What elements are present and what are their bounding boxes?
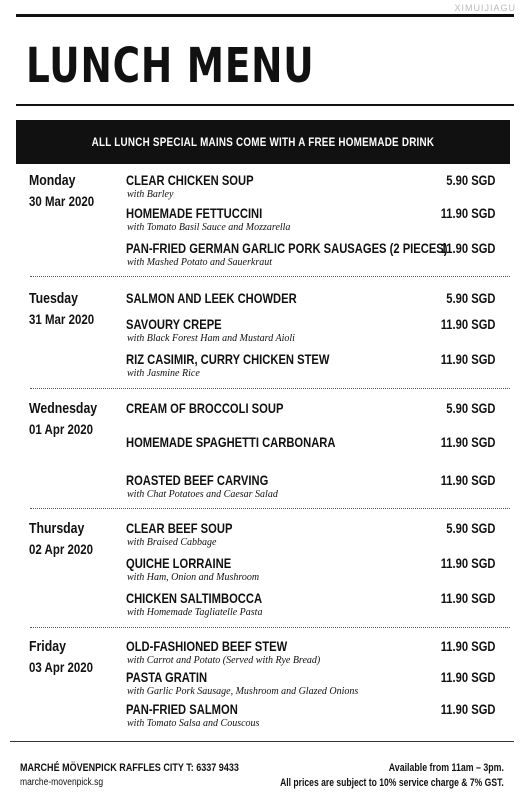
- item-price: 5.90 SGD: [445, 400, 495, 416]
- item-description: with Garlic Pork Sausage, Mushroom and Glazed Onions: [127, 686, 359, 697]
- footer-venue: MARCHÉ MÖVENPICK RAFFLES CITY T: 6337 9433: [20, 762, 239, 774]
- day-separator: [30, 276, 510, 277]
- item-name: CREAM OF BROCCOLI SOUP: [126, 400, 284, 416]
- item-price: 11.90 SGD: [440, 240, 495, 256]
- item-name: PASTA GRATIN: [126, 669, 208, 685]
- item-description: with Homemade Tagliatelle Pasta: [127, 607, 263, 618]
- item-price: 11.90 SGD: [440, 555, 495, 571]
- item-price: 11.90 SGD: [440, 472, 495, 488]
- item-description: with Tomato Basil Sauce and Mozzarella: [127, 222, 291, 233]
- promo-banner: [16, 120, 510, 164]
- item-description: with Black Forest Ham and Mustard Aioli: [127, 333, 295, 344]
- day-date: 01 Apr 2020: [29, 421, 94, 437]
- item-name: QUICHE LORRAINE: [126, 555, 232, 571]
- page-title: LUNCH MENU: [26, 38, 315, 94]
- item-price: 5.90 SGD: [445, 520, 495, 536]
- item-price: 11.90 SGD: [440, 351, 495, 367]
- footer-pricing-note: All prices are subject to 10% service charge & 7% GST.: [280, 777, 504, 789]
- item-description: with Jasmine Rice: [127, 368, 200, 379]
- item-name: CLEAR BEEF SOUP: [126, 520, 233, 536]
- day-name: Friday: [29, 638, 66, 655]
- item-name: RIZ CASIMIR, CURRY CHICKEN STEW: [126, 351, 330, 367]
- footer-website-link[interactable]: marche-movenpick.sg: [20, 777, 104, 788]
- item-name: CHICKEN SALTIMBOCCA: [126, 590, 263, 606]
- item-name: HOMEMADE FETTUCCINI: [126, 205, 263, 221]
- item-name: ROASTED BEEF CARVING: [126, 472, 269, 488]
- footer-hours: Available from 11am – 3pm.: [388, 762, 504, 774]
- item-price: 11.90 SGD: [440, 434, 495, 450]
- day-date: 02 Apr 2020: [29, 541, 94, 557]
- title-rule: [16, 104, 514, 106]
- day-separator: [30, 508, 510, 509]
- item-name: HOMEMADE SPAGHETTI CARBONARA: [126, 434, 336, 450]
- item-description: with Tomato Salsa and Couscous: [127, 718, 260, 729]
- item-price: 11.90 SGD: [440, 590, 495, 606]
- item-name: PAN-FRIED GERMAN GARLIC PORK SAUSAGES (2 PIECES): [126, 240, 448, 256]
- item-name: SAVOURY CREPE: [126, 316, 222, 332]
- day-name: Tuesday: [29, 290, 78, 307]
- corner-watermark: XIMUIJIAGU: [454, 3, 516, 13]
- item-price: 11.90 SGD: [440, 316, 495, 332]
- item-description: with Ham, Onion and Mushroom: [127, 572, 260, 583]
- item-price: 5.90 SGD: [445, 172, 495, 188]
- day-separator: [30, 627, 510, 628]
- top-rule: [16, 14, 514, 17]
- item-description: with Mashed Potato and Sauerkraut: [127, 257, 272, 268]
- day-date: 31 Mar 2020: [29, 311, 95, 327]
- item-description: with Barley: [127, 189, 174, 200]
- item-name: SALMON AND LEEK CHOWDER: [126, 290, 297, 306]
- item-name: PAN-FRIED SALMON: [126, 701, 238, 717]
- item-description: with Carrot and Potato (Served with Rye Bread): [127, 655, 321, 666]
- item-name: OLD-FASHIONED BEEF STEW: [126, 638, 288, 654]
- day-name: Thursday: [29, 520, 85, 537]
- item-name: CLEAR CHICKEN SOUP: [126, 172, 254, 188]
- day-name: Wednesday: [29, 400, 98, 417]
- item-description: with Chat Potatoes and Caesar Salad: [127, 489, 278, 500]
- item-price: 11.90 SGD: [440, 701, 495, 717]
- promo-banner-text: ALL LUNCH SPECIAL MAINS COME WITH A FREE HOMEMADE DRINK: [91, 135, 435, 149]
- day-name: Monday: [29, 172, 76, 189]
- day-date: 30 Mar 2020: [29, 193, 95, 209]
- item-price: 11.90 SGD: [440, 669, 495, 685]
- item-price: 11.90 SGD: [440, 205, 495, 221]
- item-price: 5.90 SGD: [445, 290, 495, 306]
- footer-rule: [10, 741, 514, 742]
- day-separator: [30, 388, 510, 389]
- item-price: 11.90 SGD: [440, 638, 495, 654]
- day-date: 03 Apr 2020: [29, 659, 94, 675]
- item-description: with Braised Cabbage: [127, 537, 217, 548]
